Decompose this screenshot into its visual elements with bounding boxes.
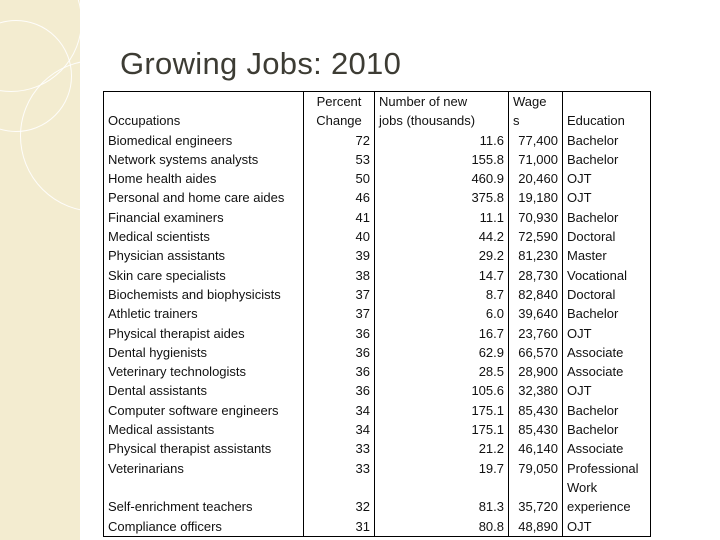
- cell-education: Bachelor: [563, 401, 651, 420]
- cell-occupation: Dental assistants: [108, 383, 207, 399]
- cell-percent-change: 46: [304, 188, 375, 207]
- cell-new-jobs: 80.8: [375, 517, 509, 537]
- cell-percent-change: 34: [304, 420, 375, 439]
- cell-wages: 85,430: [509, 420, 563, 439]
- cell-new-jobs: 62.9: [375, 343, 509, 362]
- cell-wages: 70,930: [509, 208, 563, 227]
- header-new-jobs: Number of new jobs (thousands): [375, 92, 509, 131]
- table-row: [104, 362, 651, 381]
- cell-new-jobs: 28.5: [375, 362, 509, 381]
- cell-percent-change: 31: [304, 517, 375, 537]
- table-row: [104, 478, 651, 517]
- cell-new-jobs: 81.3: [375, 478, 509, 517]
- cell-occupation: Network systems analysts: [108, 151, 259, 167]
- cell-education: Professional: [563, 459, 651, 478]
- table-row: [104, 285, 651, 304]
- cell-wages: 32,380: [509, 381, 563, 400]
- decorative-side-band: [0, 0, 80, 540]
- cell-occupation: Dental hygienists: [108, 344, 207, 360]
- cell-education: OJT: [563, 169, 651, 188]
- cell-occupation: Athletic trainers: [108, 306, 198, 322]
- cell-occupation: Compliance officers: [108, 518, 222, 534]
- cell-new-jobs: 155.8: [375, 150, 509, 169]
- cell-education: Associate: [563, 343, 651, 362]
- cell-education: Doctoral: [563, 227, 651, 246]
- table-row: [104, 343, 651, 362]
- header-wages: Wage s: [509, 92, 563, 131]
- header-percent-change: Percent Change: [304, 92, 375, 131]
- cell-percent-change: 40: [304, 227, 375, 246]
- table-row: [104, 150, 651, 169]
- table-row: [104, 227, 651, 246]
- cell-percent-change: 53: [304, 150, 375, 169]
- cell-occupation: Medical scientists: [108, 229, 210, 245]
- cell-education: Bachelor: [563, 208, 651, 227]
- cell-wages: 48,890: [509, 517, 563, 537]
- cell-new-jobs: 16.7: [375, 324, 509, 343]
- cell-occupation: Skin care specialists: [108, 267, 226, 283]
- cell-occupation: Computer software engineers: [108, 402, 279, 418]
- cell-percent-change: 36: [304, 343, 375, 362]
- cell-occupation: Veterinarians: [108, 460, 184, 476]
- cell-education: Bachelor: [563, 131, 651, 150]
- cell-new-jobs: 460.9: [375, 169, 509, 188]
- header-row: [104, 92, 651, 131]
- cell-education: Bachelor: [563, 150, 651, 169]
- cell-wages: 85,430: [509, 401, 563, 420]
- cell-new-jobs: 375.8: [375, 188, 509, 207]
- cell-percent-change: 72: [304, 131, 375, 150]
- cell-occupation: Physical therapist assistants: [108, 441, 272, 457]
- cell-occupation: Veterinary technologists: [108, 364, 247, 380]
- header-education: Education: [563, 92, 651, 131]
- cell-education: OJT: [563, 188, 651, 207]
- cell-new-jobs: 14.7: [375, 266, 509, 285]
- cell-education: Bachelor: [563, 420, 651, 439]
- cell-percent-change: 32: [304, 478, 375, 517]
- cell-wages: 66,570: [509, 343, 563, 362]
- cell-percent-change: 36: [304, 324, 375, 343]
- table-row: [104, 266, 651, 285]
- table-row: [104, 459, 651, 478]
- cell-wages: 23,760: [509, 324, 563, 343]
- jobs-table: [103, 91, 651, 537]
- table-row: [104, 169, 651, 188]
- cell-education: Work experience: [563, 478, 651, 517]
- cell-percent-change: 38: [304, 266, 375, 285]
- cell-percent-change: 36: [304, 362, 375, 381]
- cell-new-jobs: 8.7: [375, 285, 509, 304]
- cell-new-jobs: 19.7: [375, 459, 509, 478]
- cell-wages: 28,900: [509, 362, 563, 381]
- cell-occupation: Home health aides: [108, 171, 217, 187]
- cell-percent-change: 34: [304, 401, 375, 420]
- cell-occupation: Physician assistants: [108, 248, 226, 264]
- table-row: [104, 401, 651, 420]
- cell-new-jobs: 105.6: [375, 381, 509, 400]
- cell-occupation: Financial examiners: [108, 209, 224, 225]
- cell-percent-change: 33: [304, 439, 375, 458]
- table-row: [104, 188, 651, 207]
- cell-new-jobs: 21.2: [375, 439, 509, 458]
- cell-percent-change: 37: [304, 285, 375, 304]
- cell-education: Associate: [563, 439, 651, 458]
- cell-education: Vocational: [563, 266, 651, 285]
- cell-education: Bachelor: [563, 304, 651, 323]
- cell-new-jobs: 175.1: [375, 401, 509, 420]
- cell-occupation: Self-enrichment teachers: [108, 499, 253, 515]
- cell-new-jobs: 175.1: [375, 420, 509, 439]
- table-row: [104, 439, 651, 458]
- cell-occupation: Biochemists and biophysicists: [108, 286, 281, 302]
- header-occupations: Occupations: [108, 113, 181, 129]
- cell-wages: 20,460: [509, 169, 563, 188]
- cell-percent-change: 36: [304, 381, 375, 400]
- cell-occupation: Physical therapist aides: [108, 325, 245, 341]
- cell-wages: 35,720: [509, 478, 563, 517]
- cell-wages: 77,400: [509, 131, 563, 150]
- cell-wages: 46,140: [509, 439, 563, 458]
- table-row: [104, 324, 651, 343]
- cell-percent-change: 39: [304, 246, 375, 265]
- cell-new-jobs: 11.6: [375, 131, 509, 150]
- cell-wages: 28,730: [509, 266, 563, 285]
- cell-new-jobs: 6.0: [375, 304, 509, 323]
- cell-wages: 79,050: [509, 459, 563, 478]
- cell-wages: 39,640: [509, 304, 563, 323]
- slide-title: Growing Jobs: 2010: [120, 46, 402, 81]
- cell-occupation: Personal and home care aides: [108, 190, 285, 206]
- cell-new-jobs: 44.2: [375, 227, 509, 246]
- cell-occupation: Medical assistants: [108, 422, 215, 438]
- table-row: [104, 208, 651, 227]
- table-row: [104, 246, 651, 265]
- cell-new-jobs: 11.1: [375, 208, 509, 227]
- cell-education: OJT: [563, 381, 651, 400]
- cell-new-jobs: 29.2: [375, 246, 509, 265]
- cell-education: Master: [563, 246, 651, 265]
- cell-percent-change: 41: [304, 208, 375, 227]
- cell-education: Associate: [563, 362, 651, 381]
- table-row: [104, 420, 651, 439]
- table-row: [104, 517, 651, 537]
- cell-wages: 82,840: [509, 285, 563, 304]
- cell-education: OJT: [563, 517, 651, 537]
- table-row: [104, 381, 651, 400]
- cell-percent-change: 33: [304, 459, 375, 478]
- cell-wages: 81,230: [509, 246, 563, 265]
- cell-wages: 71,000: [509, 150, 563, 169]
- cell-wages: 19,180: [509, 188, 563, 207]
- table-row: [104, 304, 651, 323]
- cell-occupation: Biomedical engineers: [108, 132, 233, 148]
- jobs-table-container: [103, 91, 651, 537]
- table-row: [104, 131, 651, 150]
- cell-percent-change: 37: [304, 304, 375, 323]
- cell-education: Doctoral: [563, 285, 651, 304]
- cell-wages: 72,590: [509, 227, 563, 246]
- cell-education: OJT: [563, 324, 651, 343]
- cell-percent-change: 50: [304, 169, 375, 188]
